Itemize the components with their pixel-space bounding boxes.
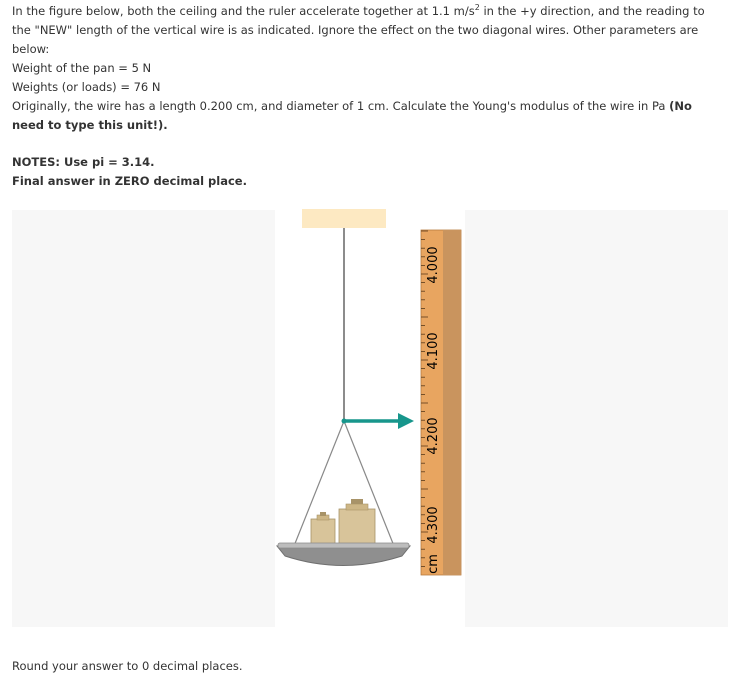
right-blank-panel [465,210,728,627]
final-answer-text: Final answer in ZERO decimal place. [12,174,247,188]
original-wire-text: Originally, the wire has a length 0.200 cm, and diameter of 1 cm. Calculate the Young's modulus of the wire in Pa [12,99,670,113]
physics-figure [275,205,465,585]
original-wire-line [12,97,724,135]
squared-superscript: 2 [474,3,480,13]
junction-point [342,419,347,424]
arrow-icon [398,413,414,429]
large-weight [339,499,375,546]
ruler-unit-label: cm [426,554,441,574]
notes-line [12,153,724,172]
left-blank-panel [12,210,275,627]
round-answer-note: Round your answer to 0 decimal places. [12,659,243,673]
loads-line: Weights (or loads) = 76 N [12,80,161,94]
ruler [421,230,461,575]
problem-statement [12,2,724,191]
pan-weight-line: Weight of the pan = 5 N [12,61,152,75]
problem-intro-text-end: in the +y direction, and the reading to the "NEW" length of the vertical wire is as indicated. Ignore the effect on the two diagonal wires. Other parameters are below: [12,4,705,56]
problem-intro-text: In the figure below, both the ceiling and the ruler accelerate together at 1.1 m/s [12,4,475,18]
ruler-label-4300: 4.300 [426,506,441,544]
ruler-label-4200: 4.200 [426,417,441,455]
ruler-label-4100: 4.100 [426,332,441,370]
notes-text: NOTES: Use pi = 3.14. [12,155,155,169]
final-answer-note [12,172,724,191]
ceiling [302,209,386,228]
no-unit-note: (No need to type this unit!). [12,99,692,132]
pan [277,543,410,566]
small-weight [311,512,335,546]
problem-intro [12,2,724,59]
ruler-label-4000: 4.000 [426,246,441,284]
